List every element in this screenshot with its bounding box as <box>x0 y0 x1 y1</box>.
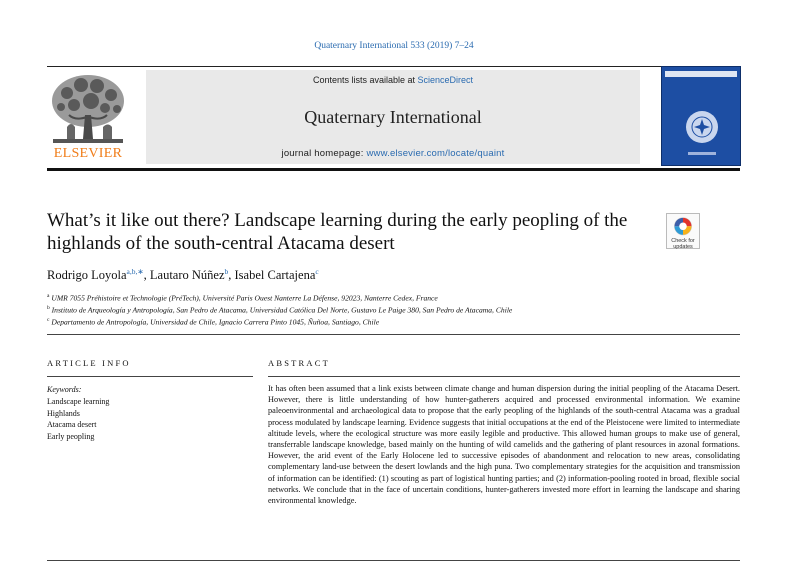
homepage-link[interactable]: www.elsevier.com/locate/quaint <box>366 148 505 159</box>
cover-footer-mark <box>688 152 716 155</box>
article-info-rule <box>47 376 253 377</box>
keyword-item: Landscape learning <box>47 397 110 406</box>
author-name[interactable]: Isabel Cartajena <box>234 268 316 283</box>
contents-availability: Contents lists available at ScienceDirect <box>312 75 474 85</box>
publisher-wordmark: ELSEVIER <box>53 146 123 161</box>
affiliation: $^b$ Instituto de Arqueología y Antropología, San Pedro de Atacama, Universidad Católica Del Norte, Gustavo Le Paige 380, San Pedro de Atacama, Chile <box>47 305 513 315</box>
journal-title: Quaternary International <box>304 107 482 127</box>
keyword-item: Atacama desert <box>47 420 97 429</box>
journal-homepage: journal homepage: www.elsevier.com/locate/quaint <box>281 148 505 159</box>
journal-cover-thumbnail[interactable] <box>661 66 741 166</box>
affiliation: $^c$ Departamento de Antropología, Universidad de Chile, Ignacio Carrera Pinto 1045, Ñuñoa, Santiago, Chile <box>47 317 380 327</box>
author-affiliation-mark[interactable]: c <box>315 267 319 276</box>
keyword-item: Early peopling <box>47 431 95 441</box>
header-top-rule <box>47 66 740 67</box>
header-bottom-rule <box>47 168 740 171</box>
abstract-rule <box>268 376 740 377</box>
bottom-rule <box>47 560 740 561</box>
author-affiliation-mark[interactable]: b <box>224 267 229 276</box>
journal-banner <box>146 70 640 164</box>
cover-title-strip <box>665 71 737 77</box>
affiliation: $^a$ UMR 7055 Préhistoire et Technologie (PréTech), Université Paris Ouest Nanterre La Défense, 92023, Nanterre Cedex, France <box>47 293 438 303</box>
section-divider <box>47 334 740 335</box>
abstract-text: It has often been assumed that a link exists between climate change and human dispersion during the initial peopling of the Atacama Desert. However, there is little understanding of how hunter-gatherers acquired and processed environmental information. We examine paleoenvironmental and archaeological data to propose that the early peopling of the highlands of the south-central Atacama was a gradual process modulated by landscape learning. Evidence suggests that initial occupations at the end of the Pleistocene were limited to intermediate altitude levels, where the ecological structure was more easily legible and productive. This allowed human groups to make use of general, transferrable landscape knowledge, based mainly on the hunting of wild camelids and the gathering of plant resources in azonal formations. However, the arid event of the Early Holocene led to successive episodes of abandonment and relocation to new areas, consolidating complementary land-use between the desert lowlands and the high puna. Two complementary strategies for the acquisition and transmission of information can be identified: (1) scouting as part of logistical hunting parties; and (2) information-pooling rooted in broad, flexible social networks. We conclude that in the face of uncertain conditions, hunter-gatherers invested more effort in learning the landscape and sharing environmental knowledge. <box>268 384 740 506</box>
sciencedirect-link[interactable]: ScienceDirect <box>417 75 474 85</box>
keywords-label: Keywords: <box>47 385 82 394</box>
article-info-heading: ARTICLE INFO <box>47 358 131 368</box>
article-title: What’s it like out there? Landscape learning during the early peopling of the highlands of the south-central Atacama desert <box>47 210 628 254</box>
author-list: Rodrigo Loyola$^{a,b,∗}$, Lautaro Núñez$^b$, Isabel Cartajena$^c$ <box>47 267 319 283</box>
abstract-heading: ABSTRACT <box>268 358 330 368</box>
author-name[interactable]: Lautaro Núñez <box>149 268 225 283</box>
keywords-list <box>47 396 109 442</box>
author-affiliation-mark[interactable]: a,b,∗ <box>126 267 144 276</box>
keyword-item: Highlands <box>47 408 80 418</box>
cover-seal-icon <box>686 111 718 143</box>
author-name[interactable]: Rodrigo Loyola <box>47 268 127 283</box>
check-for-updates-label[interactable]: Check for updates <box>671 238 695 250</box>
journal-citation[interactable]: Quaternary International 533 (2019) 7–24 <box>314 41 474 51</box>
